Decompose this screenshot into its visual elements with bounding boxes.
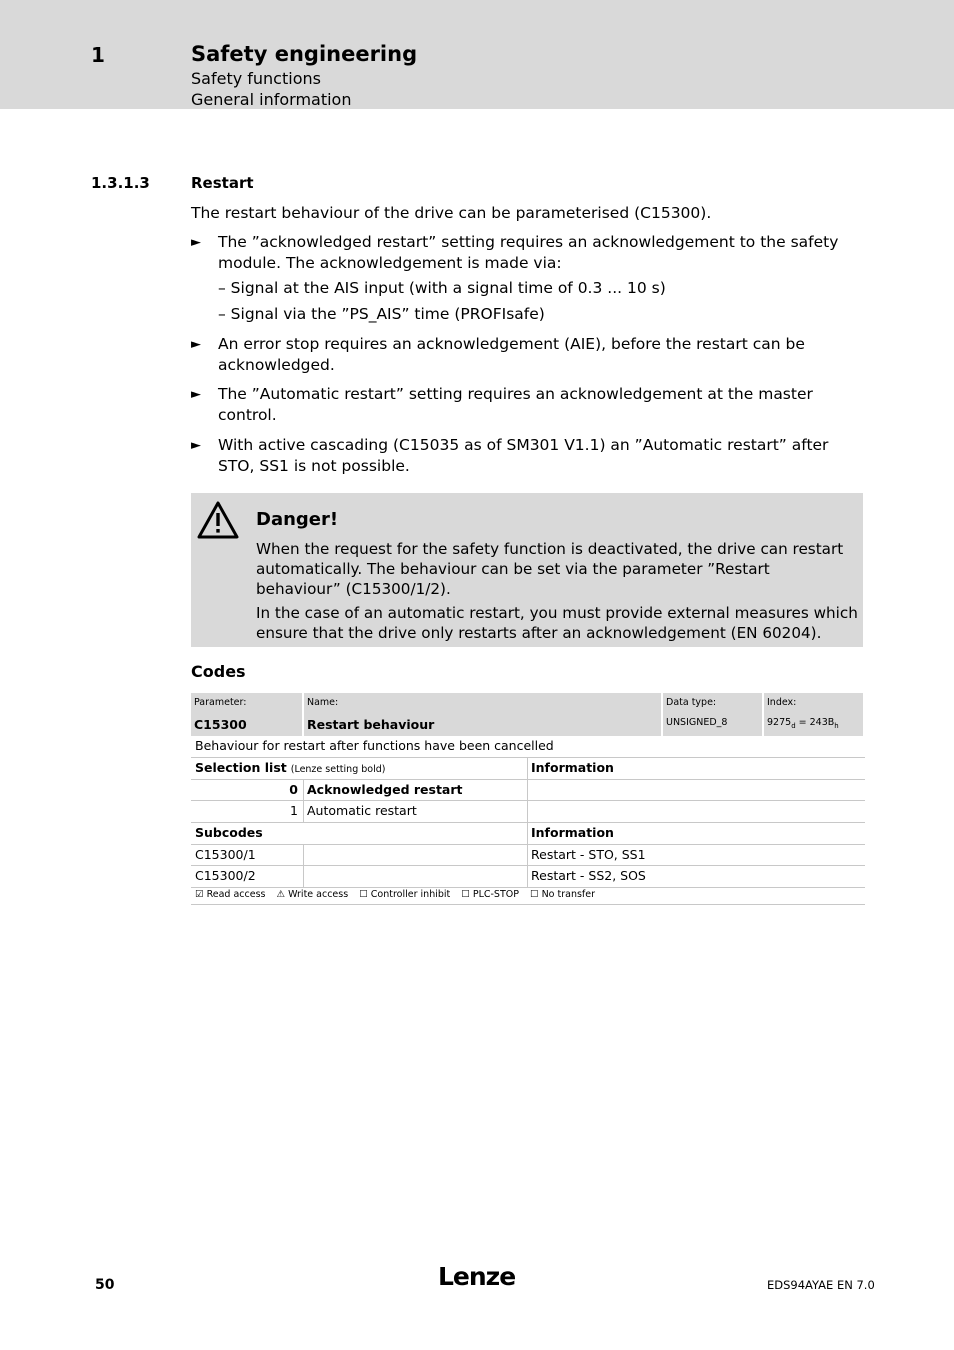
name-label: Name: <box>307 697 339 708</box>
bullet-arrow-icon: ► <box>191 387 201 402</box>
bullet-item: An error stop requires an acknowledgement (AIE), before the restart can be acknowledged. <box>218 335 805 374</box>
parameter-label: Parameter: <box>194 697 247 708</box>
sub-list-item: – Signal at the AIS input (with a signal time of 0.3 ... 10 s) <box>218 279 666 297</box>
selection-value: 1 <box>290 803 298 818</box>
header-subtitle-1: Safety functions <box>191 69 321 88</box>
code-description: Behaviour for restart after functions have been cancelled <box>195 738 554 753</box>
index-decimal: 9275 <box>767 717 792 728</box>
danger-paragraph: When the request for the safety function is deactivated, the drive can restart automatically. The behaviour can be set via the parameter ”Restart behaviour” (C15300/1/2). <box>256 540 844 598</box>
table-rule <box>527 757 528 822</box>
read-access-label: Read access <box>206 889 266 900</box>
table-rule <box>191 887 865 888</box>
table-rule <box>191 800 865 801</box>
selection-label: Automatic restart <box>307 803 417 818</box>
danger-title: Danger! <box>256 509 339 530</box>
header-subtitle-2: General information <box>191 90 352 109</box>
name-cell <box>304 693 661 736</box>
chapter-title: Safety engineering <box>191 42 418 66</box>
section-number: 1.3.1.3 <box>91 174 150 192</box>
write-access-label: Write access <box>288 889 349 900</box>
selection-list-note: (Lenze setting bold) <box>290 764 386 775</box>
table-rule <box>191 757 865 758</box>
table-rule <box>303 779 304 822</box>
section-title: Restart <box>191 174 254 192</box>
page-number: 50 <box>95 1277 115 1293</box>
no-transfer-label: No transfer <box>541 889 596 900</box>
datatype-label: Data type: <box>666 697 717 708</box>
plc-stop-label: PLC-STOP <box>472 889 519 900</box>
information-header: Information <box>531 760 614 775</box>
table-rule <box>191 779 865 780</box>
subcode: C15300/2 <box>195 868 256 883</box>
subcodes-header: Subcodes <box>195 825 263 840</box>
controller-inhibit-checkbox-icon: ☐ <box>359 889 368 900</box>
plc-stop-checkbox-icon: ☐ <box>461 889 470 900</box>
bullet-item: The ”Automatic restart” setting requires an acknowledgement at the master control. <box>218 385 813 424</box>
controller-inhibit-label: Controller inhibit <box>370 889 451 900</box>
write-access-warning-icon: ⚠ <box>276 889 286 900</box>
lenze-logo: Lenze <box>438 1262 516 1291</box>
bullet-arrow-icon: ► <box>191 438 201 453</box>
bullet-item: The ”acknowledged restart” setting requires an acknowledgement to the safety module. The acknowledgement is made via: <box>218 233 839 272</box>
warning-triangle-icon <box>196 500 240 540</box>
chapter-number: 1 <box>91 43 105 67</box>
subcodes-information-header: Information <box>531 825 614 840</box>
index-hex: = 243B <box>795 717 835 728</box>
sub-list-item: – Signal via the ”PS_AIS” time (PROFIsafe) <box>218 305 545 323</box>
datatype-value: UNSIGNED_8 <box>666 717 728 728</box>
selection-list-label: Selection list <box>195 760 287 775</box>
selection-label: Acknowledged restart <box>307 782 463 797</box>
bullet-item: With active cascading (C15035 as of SM301 V1.1) an ”Automatic restart” after STO, SS1 is not possible. <box>218 436 829 475</box>
table-rule <box>191 865 865 866</box>
parameter-value: C15300 <box>194 717 247 732</box>
subcode: C15300/1 <box>195 847 256 862</box>
danger-paragraph: In the case of an automatic restart, you must provide external measures which ensure that the drive only restarts after an acknowledgement (EN 60204). <box>256 604 858 642</box>
bullet-arrow-icon: ► <box>191 235 201 250</box>
parameter-cell <box>191 693 302 736</box>
table-rule <box>191 822 865 823</box>
datatype-cell <box>663 693 762 736</box>
document-id: EDS94AYAE EN 7.0 <box>767 1278 875 1292</box>
danger-notice <box>191 493 863 647</box>
codes-heading: Codes <box>191 662 246 681</box>
page-header <box>0 0 954 109</box>
subcode-info: Restart - SS2, SOS <box>531 868 646 883</box>
index-cell <box>764 693 863 736</box>
table-rule <box>527 822 528 887</box>
selection-value: 0 <box>289 782 298 797</box>
name-value: Restart behaviour <box>307 717 435 732</box>
selection-list-header <box>195 760 385 775</box>
index-value <box>767 717 839 730</box>
intro-paragraph: The restart behaviour of the drive can be parameterised (C15300). <box>191 204 712 222</box>
table-rule <box>303 844 304 887</box>
index-decimal-subscript: d <box>791 721 796 730</box>
table-rule <box>191 844 865 845</box>
index-hex-subscript: h <box>834 721 839 730</box>
index-label: Index: <box>767 697 797 708</box>
bullet-arrow-icon: ► <box>191 337 201 352</box>
table-rule <box>191 904 865 905</box>
subcode-info: Restart - STO, SS1 <box>531 847 646 862</box>
read-access-checked-icon: ☑ <box>195 889 204 900</box>
no-transfer-checkbox-icon: ☐ <box>530 889 539 900</box>
access-flags <box>195 889 595 900</box>
